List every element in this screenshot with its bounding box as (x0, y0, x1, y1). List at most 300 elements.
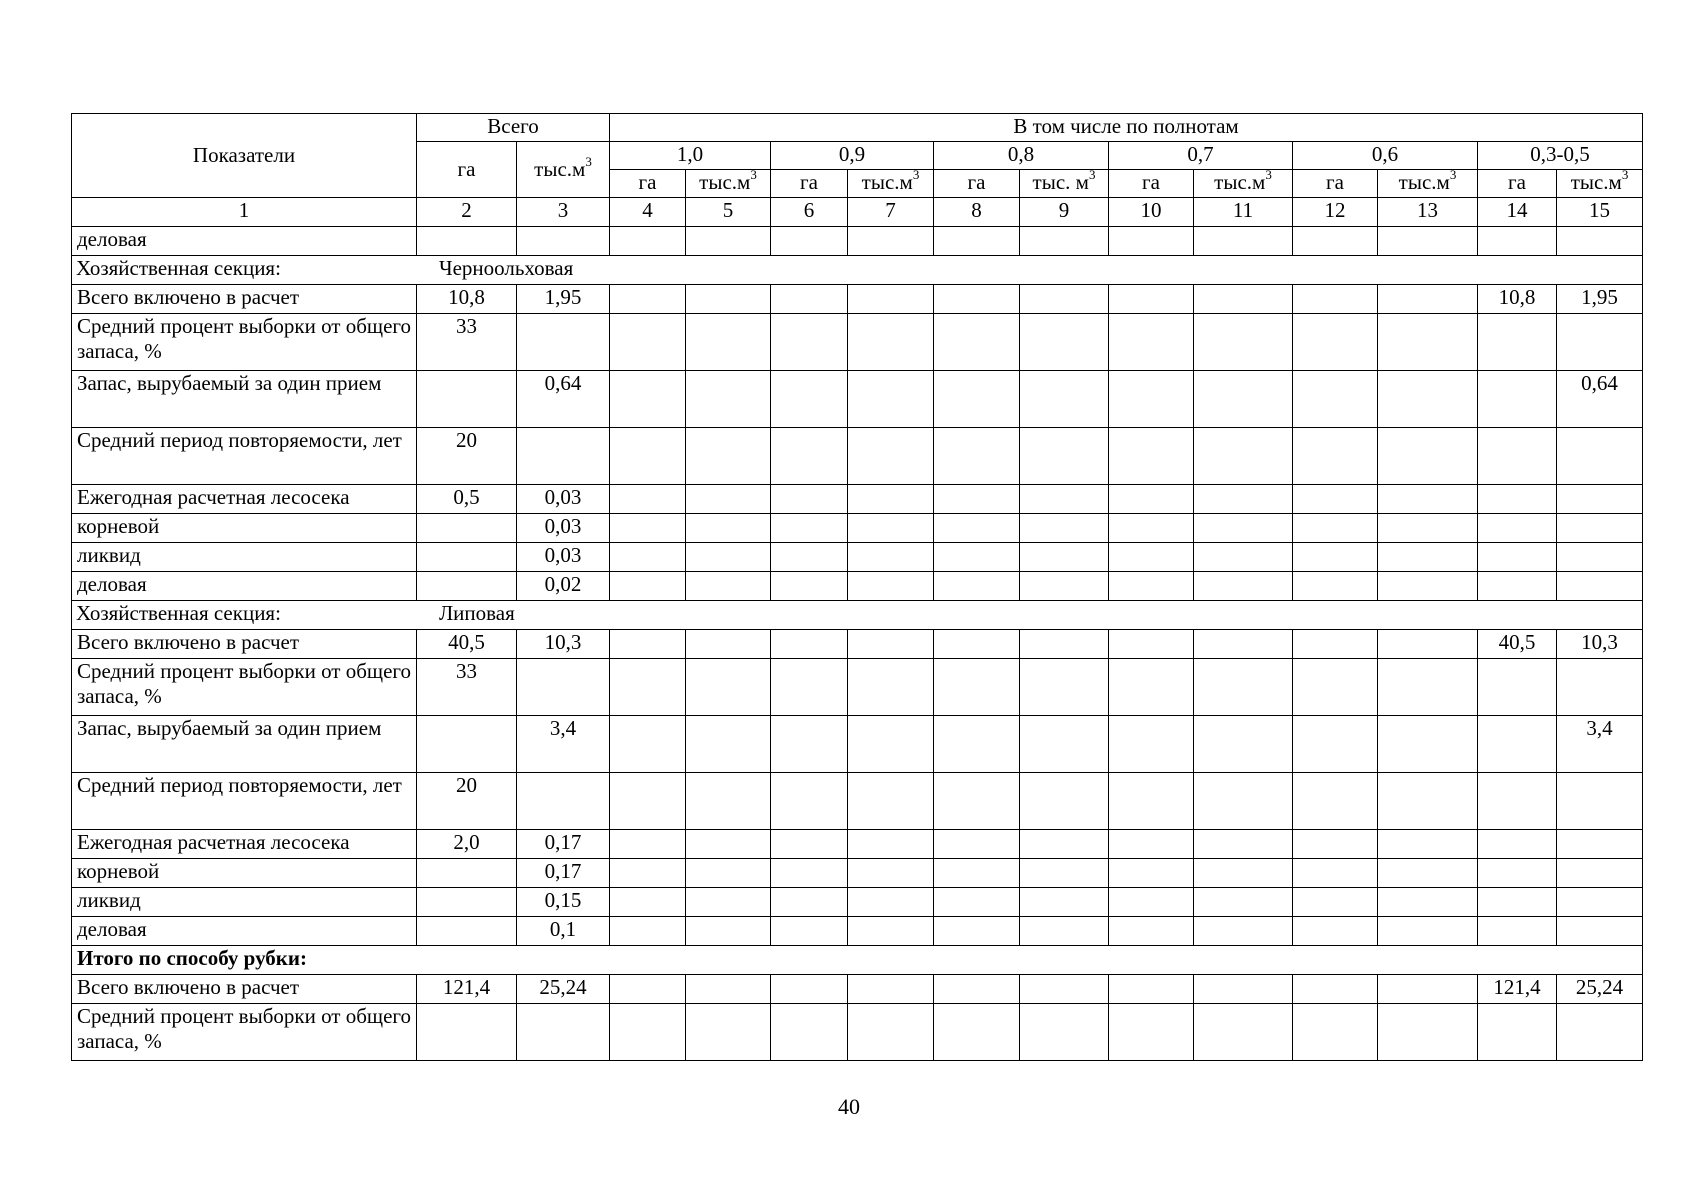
table-row (72, 917, 1643, 946)
table-cell (1293, 371, 1378, 428)
table-cell (686, 314, 771, 371)
table-cell (686, 917, 771, 946)
table-cell (1478, 572, 1557, 601)
table-cell (771, 428, 848, 485)
table-cell (934, 543, 1020, 572)
table-row (72, 659, 1643, 716)
table-cell (1557, 428, 1643, 485)
table-cell (771, 514, 848, 543)
table-cell (1020, 975, 1109, 1004)
table-cell (686, 773, 771, 830)
table-cell (610, 227, 686, 256)
header-unit-m3: $тыс.м^3$ (1378, 170, 1478, 198)
table-cell (610, 917, 686, 946)
row-label: Средний период повторяемости, лет (72, 428, 417, 485)
header-total-ha: га (417, 142, 517, 198)
table-cell (417, 514, 517, 543)
table-cell (1109, 514, 1194, 543)
table-row (72, 543, 1643, 572)
table-cell (1109, 975, 1194, 1004)
table-cell (1020, 227, 1109, 256)
table-cell (1557, 1004, 1643, 1061)
table-cell (934, 630, 1020, 659)
table-cell (1478, 716, 1557, 773)
column-number: 13 (1378, 198, 1478, 227)
table-cell (848, 773, 934, 830)
table-cell (1378, 227, 1478, 256)
section-name: Липовая (438, 601, 515, 625)
table-cell (610, 485, 686, 514)
table-cell (771, 773, 848, 830)
table-cell (771, 917, 848, 946)
forest-calculation-table (71, 113, 1643, 1061)
table-cell (934, 659, 1020, 716)
table-cell (1194, 543, 1293, 572)
row-label: Всего включено в расчет (72, 285, 417, 314)
table-cell (1478, 917, 1557, 946)
table-cell (417, 543, 517, 572)
table-cell (1293, 888, 1378, 917)
table-cell (1478, 888, 1557, 917)
table-cell (934, 572, 1020, 601)
table-cell (1194, 485, 1293, 514)
table-cell (1378, 572, 1478, 601)
table-cell (848, 716, 934, 773)
table-cell (1194, 227, 1293, 256)
section-cell (72, 601, 1643, 630)
table-cell (934, 888, 1020, 917)
row-label: Средний процент выборки от общего запаса, % (72, 1004, 417, 1061)
table-cell (848, 543, 934, 572)
table-cell (1557, 514, 1643, 543)
column-number: 4 (610, 198, 686, 227)
table-cell (934, 716, 1020, 773)
section-label: Хозяйственная секция: (76, 256, 281, 280)
table-row (72, 1004, 1643, 1061)
table-row (72, 514, 1643, 543)
table-cell (1478, 1004, 1557, 1061)
table-cell (1293, 773, 1378, 830)
table-row (72, 716, 1643, 773)
table-row (72, 975, 1643, 1004)
table-cell (771, 314, 848, 371)
row-label: деловая (72, 917, 417, 946)
table-cell (934, 314, 1020, 371)
table-cell (1478, 485, 1557, 514)
table-cell (1378, 859, 1478, 888)
table-cell (1293, 830, 1378, 859)
table-cell (848, 371, 934, 428)
table-cell: 10,8 (417, 285, 517, 314)
table-cell (1557, 659, 1643, 716)
table-cell (1194, 888, 1293, 917)
table-cell (686, 859, 771, 888)
table-cell (1293, 975, 1378, 1004)
table-cell (934, 859, 1020, 888)
table-row (72, 428, 1643, 485)
header-unit-ha: га (610, 170, 686, 198)
table-cell (610, 659, 686, 716)
table-cell (1557, 830, 1643, 859)
table-cell (848, 572, 934, 601)
table-cell (848, 917, 934, 946)
header-density-4: 0,7 (1109, 142, 1293, 170)
column-number: 9 (1020, 198, 1109, 227)
table-cell (934, 285, 1020, 314)
table-cell: 0,03 (517, 485, 610, 514)
table-cell (1194, 975, 1293, 1004)
table-cell (417, 917, 517, 946)
table-cell (686, 716, 771, 773)
table-cell (1020, 659, 1109, 716)
table-cell (848, 227, 934, 256)
section-name: Черноольховая (438, 256, 574, 280)
table-cell (848, 514, 934, 543)
table-cell: 25,24 (1557, 975, 1643, 1004)
table-cell (686, 485, 771, 514)
table-cell (610, 543, 686, 572)
row-label: Запас, вырубаемый за один прием (72, 371, 417, 428)
table-cell: 0,15 (517, 888, 610, 917)
row-label: корневой (72, 859, 417, 888)
table-cell (686, 888, 771, 917)
table-cell: 0,03 (517, 514, 610, 543)
table-cell (771, 485, 848, 514)
table-cell (610, 630, 686, 659)
header-unit-m3: тыс. $м^3$ (1020, 170, 1109, 198)
table-cell (1020, 859, 1109, 888)
table-cell (1557, 773, 1643, 830)
header-unit-m3: $тыс.м^3$ (686, 170, 771, 198)
table-cell (771, 859, 848, 888)
table-cell: 0,17 (517, 830, 610, 859)
table-cell (1557, 572, 1643, 601)
table-cell (686, 630, 771, 659)
table-cell (610, 428, 686, 485)
table-cell (1194, 859, 1293, 888)
table-cell (1478, 830, 1557, 859)
table-cell: 33 (417, 659, 517, 716)
table-row (72, 227, 1643, 256)
table-cell (1194, 514, 1293, 543)
table-cell (1293, 227, 1378, 256)
table-cell (1557, 859, 1643, 888)
table-cell (1194, 1004, 1293, 1061)
table-cell (1378, 716, 1478, 773)
table-cell (1194, 716, 1293, 773)
table-cell (771, 830, 848, 859)
table-cell (1020, 716, 1109, 773)
table-cell (1194, 830, 1293, 859)
table-cell (1109, 773, 1194, 830)
row-label: Ежегодная расчетная лесосека (72, 830, 417, 859)
table-cell (1293, 716, 1378, 773)
table-cell (934, 428, 1020, 485)
table-cell (1378, 428, 1478, 485)
table-cell (1293, 630, 1378, 659)
table-cell (1020, 371, 1109, 428)
table-cell (1378, 1004, 1478, 1061)
table-cell (1020, 888, 1109, 917)
table-cell (610, 859, 686, 888)
table-cell (1557, 917, 1643, 946)
table-cell (686, 830, 771, 859)
table-cell (1378, 285, 1478, 314)
table-cell (1109, 1004, 1194, 1061)
table-cell (1557, 227, 1643, 256)
row-label: Ежегодная расчетная лесосека (72, 485, 417, 514)
table-cell (1194, 917, 1293, 946)
header-density-6: 0,3-0,5 (1478, 142, 1643, 170)
table-cell (610, 1004, 686, 1061)
table-cell: 20 (417, 428, 517, 485)
table-cell (1478, 314, 1557, 371)
table-cell (1293, 859, 1378, 888)
table-body (72, 227, 1643, 1061)
table-cell (686, 227, 771, 256)
table-cell (1293, 285, 1378, 314)
table-cell (1478, 773, 1557, 830)
table-cell (848, 630, 934, 659)
table-cell (1194, 630, 1293, 659)
table-cell (1109, 428, 1194, 485)
table-cell: 121,4 (417, 975, 517, 1004)
table-cell (1478, 227, 1557, 256)
table-cell: 0,17 (517, 859, 610, 888)
table-cell: 1,95 (1557, 285, 1643, 314)
table-cell (1109, 543, 1194, 572)
table-cell (934, 917, 1020, 946)
table-cell (771, 975, 848, 1004)
table-cell (1194, 285, 1293, 314)
table-cell (1293, 917, 1378, 946)
table-cell (1557, 888, 1643, 917)
table-row (72, 859, 1643, 888)
table-cell (686, 428, 771, 485)
table-cell: 3,4 (1557, 716, 1643, 773)
table-cell (1109, 830, 1194, 859)
table-cell (934, 830, 1020, 859)
column-number: 11 (1194, 198, 1293, 227)
table-cell (848, 859, 934, 888)
table-cell (1293, 514, 1378, 543)
table-cell (610, 888, 686, 917)
page-number: 40 (838, 1094, 860, 1119)
table-cell (610, 314, 686, 371)
table-cell (1293, 572, 1378, 601)
table-cell (417, 572, 517, 601)
table-cell (417, 888, 517, 917)
table-cell: 10,8 (1478, 285, 1557, 314)
table-cell (686, 514, 771, 543)
column-number: 6 (771, 198, 848, 227)
table-cell (771, 659, 848, 716)
column-numbers-row (72, 198, 1643, 227)
table-cell (1293, 485, 1378, 514)
table-cell (848, 485, 934, 514)
table-cell: 0,1 (517, 917, 610, 946)
table-cell: 20 (417, 773, 517, 830)
table-cell (1109, 371, 1194, 428)
total-row (72, 946, 1643, 975)
column-number: 3 (517, 198, 610, 227)
table-cell (1478, 543, 1557, 572)
column-number: 10 (1109, 198, 1194, 227)
table-cell (1557, 314, 1643, 371)
table-cell (1194, 314, 1293, 371)
table-cell (517, 659, 610, 716)
table-cell (1109, 572, 1194, 601)
table-row (72, 572, 1643, 601)
table-cell (1020, 428, 1109, 485)
table-row (72, 485, 1643, 514)
header-total: Всего (417, 114, 610, 142)
table-cell (1293, 314, 1378, 371)
table-cell (1478, 859, 1557, 888)
header-density-3: 0,8 (934, 142, 1109, 170)
table-row (72, 285, 1643, 314)
header-unit-m3: $тыс.м^3$ (1557, 170, 1643, 198)
table-cell: 0,5 (417, 485, 517, 514)
header-unit-ha: га (771, 170, 848, 198)
table-cell (610, 371, 686, 428)
row-label: корневой (72, 514, 417, 543)
table-cell (1557, 485, 1643, 514)
total-label: Итого по способу рубки: (72, 946, 1643, 975)
row-label: Запас, вырубаемый за один прием (72, 716, 417, 773)
table-cell (1020, 314, 1109, 371)
table-cell (1020, 572, 1109, 601)
table-cell (848, 428, 934, 485)
table-cell (1378, 630, 1478, 659)
table-cell (1109, 716, 1194, 773)
table-cell: 2,0 (417, 830, 517, 859)
table-cell (934, 1004, 1020, 1061)
table-cell (771, 285, 848, 314)
table-cell (771, 716, 848, 773)
table-cell (1293, 659, 1378, 716)
table-cell: 25,24 (517, 975, 610, 1004)
table-cell (517, 314, 610, 371)
header-density-1: 1,0 (610, 142, 771, 170)
table-cell (1020, 485, 1109, 514)
table-cell (686, 1004, 771, 1061)
table-cell (1194, 773, 1293, 830)
table-cell (1478, 371, 1557, 428)
table-cell (848, 285, 934, 314)
column-number: 8 (934, 198, 1020, 227)
header-unit-ha: га (1293, 170, 1378, 198)
table-cell (1378, 543, 1478, 572)
table-cell (1109, 659, 1194, 716)
table-cell (1109, 859, 1194, 888)
table-cell (1194, 428, 1293, 485)
table-cell (771, 572, 848, 601)
column-number: 12 (1293, 198, 1378, 227)
table-cell (1293, 543, 1378, 572)
table-cell (848, 1004, 934, 1061)
table-cell (848, 314, 934, 371)
table-cell (1378, 485, 1478, 514)
table-cell (848, 975, 934, 1004)
table-cell (934, 227, 1020, 256)
table-cell (1194, 572, 1293, 601)
table-cell (1020, 1004, 1109, 1061)
table-cell (1109, 485, 1194, 514)
table-cell (1378, 514, 1478, 543)
table-cell (1020, 773, 1109, 830)
table-cell (1109, 227, 1194, 256)
table-cell (686, 572, 771, 601)
table-cell (417, 371, 517, 428)
table-cell (417, 227, 517, 256)
header-by-density: В том числе по полнотам (610, 114, 1643, 142)
table-cell: 40,5 (417, 630, 517, 659)
table-cell (934, 485, 1020, 514)
table-cell: 1,95 (517, 285, 610, 314)
row-label: ликвид (72, 543, 417, 572)
table-cell (771, 227, 848, 256)
header-unit-ha: га (934, 170, 1020, 198)
row-label: Средний период повторяемости, лет (72, 773, 417, 830)
table-cell (1109, 917, 1194, 946)
table-cell (1020, 543, 1109, 572)
table-cell (1194, 659, 1293, 716)
table-cell (1378, 314, 1478, 371)
section-row (72, 601, 1643, 630)
table-cell (1109, 314, 1194, 371)
table-cell (610, 285, 686, 314)
table-cell (934, 371, 1020, 428)
table-cell (1109, 888, 1194, 917)
table-cell (934, 773, 1020, 830)
table-row (72, 773, 1643, 830)
header-indicators: Показатели (72, 114, 417, 198)
section-cell (72, 256, 1643, 285)
table-cell (1293, 428, 1378, 485)
table-cell (1020, 285, 1109, 314)
table-cell: 40,5 (1478, 630, 1557, 659)
table-row (72, 630, 1643, 659)
table-cell (771, 1004, 848, 1061)
table-cell (1378, 773, 1478, 830)
table-row (72, 830, 1643, 859)
table-cell (1478, 514, 1557, 543)
table-row (72, 888, 1643, 917)
table-cell (610, 514, 686, 543)
table-cell (771, 888, 848, 917)
table-cell (610, 572, 686, 601)
table-cell (417, 1004, 517, 1061)
header-unit-ha: га (1478, 170, 1557, 198)
table-cell (686, 371, 771, 428)
table-cell (1194, 371, 1293, 428)
table-cell (610, 773, 686, 830)
table-cell (517, 227, 610, 256)
table-cell (1020, 830, 1109, 859)
row-label: ликвид (72, 888, 417, 917)
section-label: Хозяйственная секция: (76, 601, 281, 625)
header-total-m3: $тыс.м^3$ (517, 142, 610, 198)
table-cell (1378, 659, 1478, 716)
table-cell: 121,4 (1478, 975, 1557, 1004)
table-cell (1020, 917, 1109, 946)
table-cell (934, 514, 1020, 543)
table-cell (1020, 630, 1109, 659)
header-density-2: 0,9 (771, 142, 934, 170)
table-cell (1557, 543, 1643, 572)
table-cell (517, 773, 610, 830)
